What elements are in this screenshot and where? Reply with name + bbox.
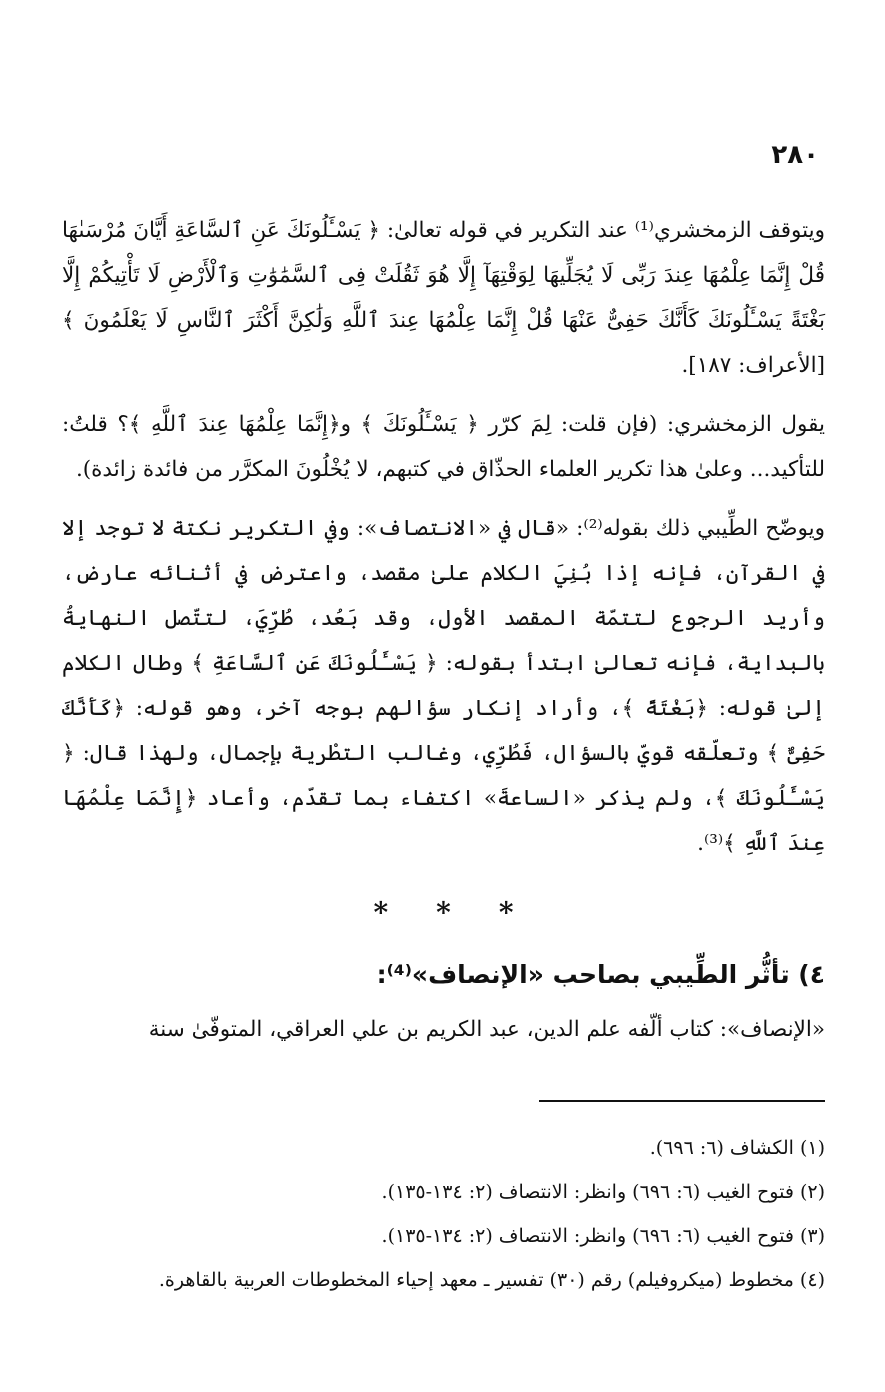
section-paragraph: «الإنصاف»: كتاب ألّفه علم الدين، عبد الكريم بن علي العراقي، المتوفّىٰ سنة xyxy=(148,1017,825,1042)
tibi-explanation-paragraph: ويوضّح الطِّيبي ذلك بقوله⁽²⁾: «قال في «الانتصاف»: وفي التكرير نكتة لا توجد إلا في القرآن، فإنه إذا بُنِيَ الكلام علىٰ مقصد، واعترض في أثنائه عارض، وأريد الرجوع لتتمّة المقصد الأول، وقد بَعُد، طُرِّيَ، لتتّصل النهايةُ بالبداية، فإنه تعالىٰ ابتدأ بقوله: ﴿ يَسْـَٔلُونَكَ عَنِ ٱلسَّاعَةِ ﴾ وطال الكلام إلىٰ قوله: ﴿بَغْتَةً ﴾، وأراد إنكار سؤالهم بوجه آخر، وهو قوله: ﴿كَأَنَّكَ حَفِىٌّ ﴾ وتعلّقه قويّ بالسؤال، فَطُرِّي، وغالب التطْرية بإجمال، ولهذا قال: ﴿ يَسْـَٔلُونَكَ ﴾، ولم يذكر «الساعةَ» اكتفاء بما تقدّم، وأعاد ﴿إِنَّمَا عِلْمُهَا عِندَ ٱللَّهِ ﴾⁽³⁾. xyxy=(62,516,825,856)
section-heading: ٤) تأثُّر الطِّيبي بصاحب «الإنصاف»⁽⁴⁾: xyxy=(376,960,825,989)
separator-star: * xyxy=(498,896,514,929)
footnote-1: (١) الكشاف (٦: ٦٩٦). xyxy=(649,1137,825,1159)
footnote-2: (٢) فتوح الغيب (٦: ٦٩٦) وانظر: الانتصاف (٢: ١٣٤-١٣٥). xyxy=(381,1181,825,1203)
footnotes xyxy=(62,1100,825,1302)
separator-star: * xyxy=(436,896,451,929)
section-separator xyxy=(62,896,825,929)
zamakhshari-quote-paragraph: يقول الزمخشري: (فإن قلت: لِمَ كرّر ﴿ يَسْـَٔلُونَكَ ﴾ و﴿إِنَّمَا عِلْمُهَا عِندَ ٱللَّهِ ﴾؟ قلتُ: للتأكيد... وعلىٰ هذا تكرير العلماء الحذّاق في كتبهم، لا يُخْلُونَ المكرَّر من فائدة زائدة). xyxy=(62,412,825,482)
quran-verse-paragraph: ويتوقف الزمخشري⁽¹⁾ عند التكرير في قوله تعالىٰ: ﴿ يَسْـَٔلُونَكَ عَنِ ٱلسَّاعَةِ أَيَّانَ مُرْسَىٰهَا قُلْ إِنَّمَا عِلْمُهَا عِندَ رَبِّى لَا يُجَلِّيهَا لِوَقْتِهَآ إِلَّا هُوَ ثَقُلَتْ فِى ٱلسَّمَٰوَٰتِ وَٱلْأَرْضِ لَا تَأْتِيكُمْ إِلَّا بَغْتَةً يَسْـَٔلُونَكَ كَأَنَّكَ حَفِىٌّ عَنْهَا قُلْ إِنَّمَا عِلْمُهَا عِندَ ٱللَّهِ وَلَٰكِنَّ أَكْثَرَ ٱلنَّاسِ لَا يَعْلَمُونَ ﴾ [الأعراف: ١٨٧]. xyxy=(62,218,825,378)
footnote-list xyxy=(62,1126,825,1302)
footnote-3: (٣) فتوح الغيب (٦: ٦٩٦) وانظر: الانتصاف (٢: ١٣٤-١٣٥). xyxy=(381,1225,825,1247)
footnote-divider xyxy=(539,1100,825,1102)
page-number: ٢٨٠ xyxy=(771,140,819,170)
footnote-4: (٤) مخطوط (ميكروفيلم) رقم (٣٠) تفسير ـ معهد إحياء المخطوطات العربية بالقاهرة. xyxy=(158,1269,825,1291)
main-body xyxy=(62,208,825,1058)
separator-star: * xyxy=(373,896,389,929)
